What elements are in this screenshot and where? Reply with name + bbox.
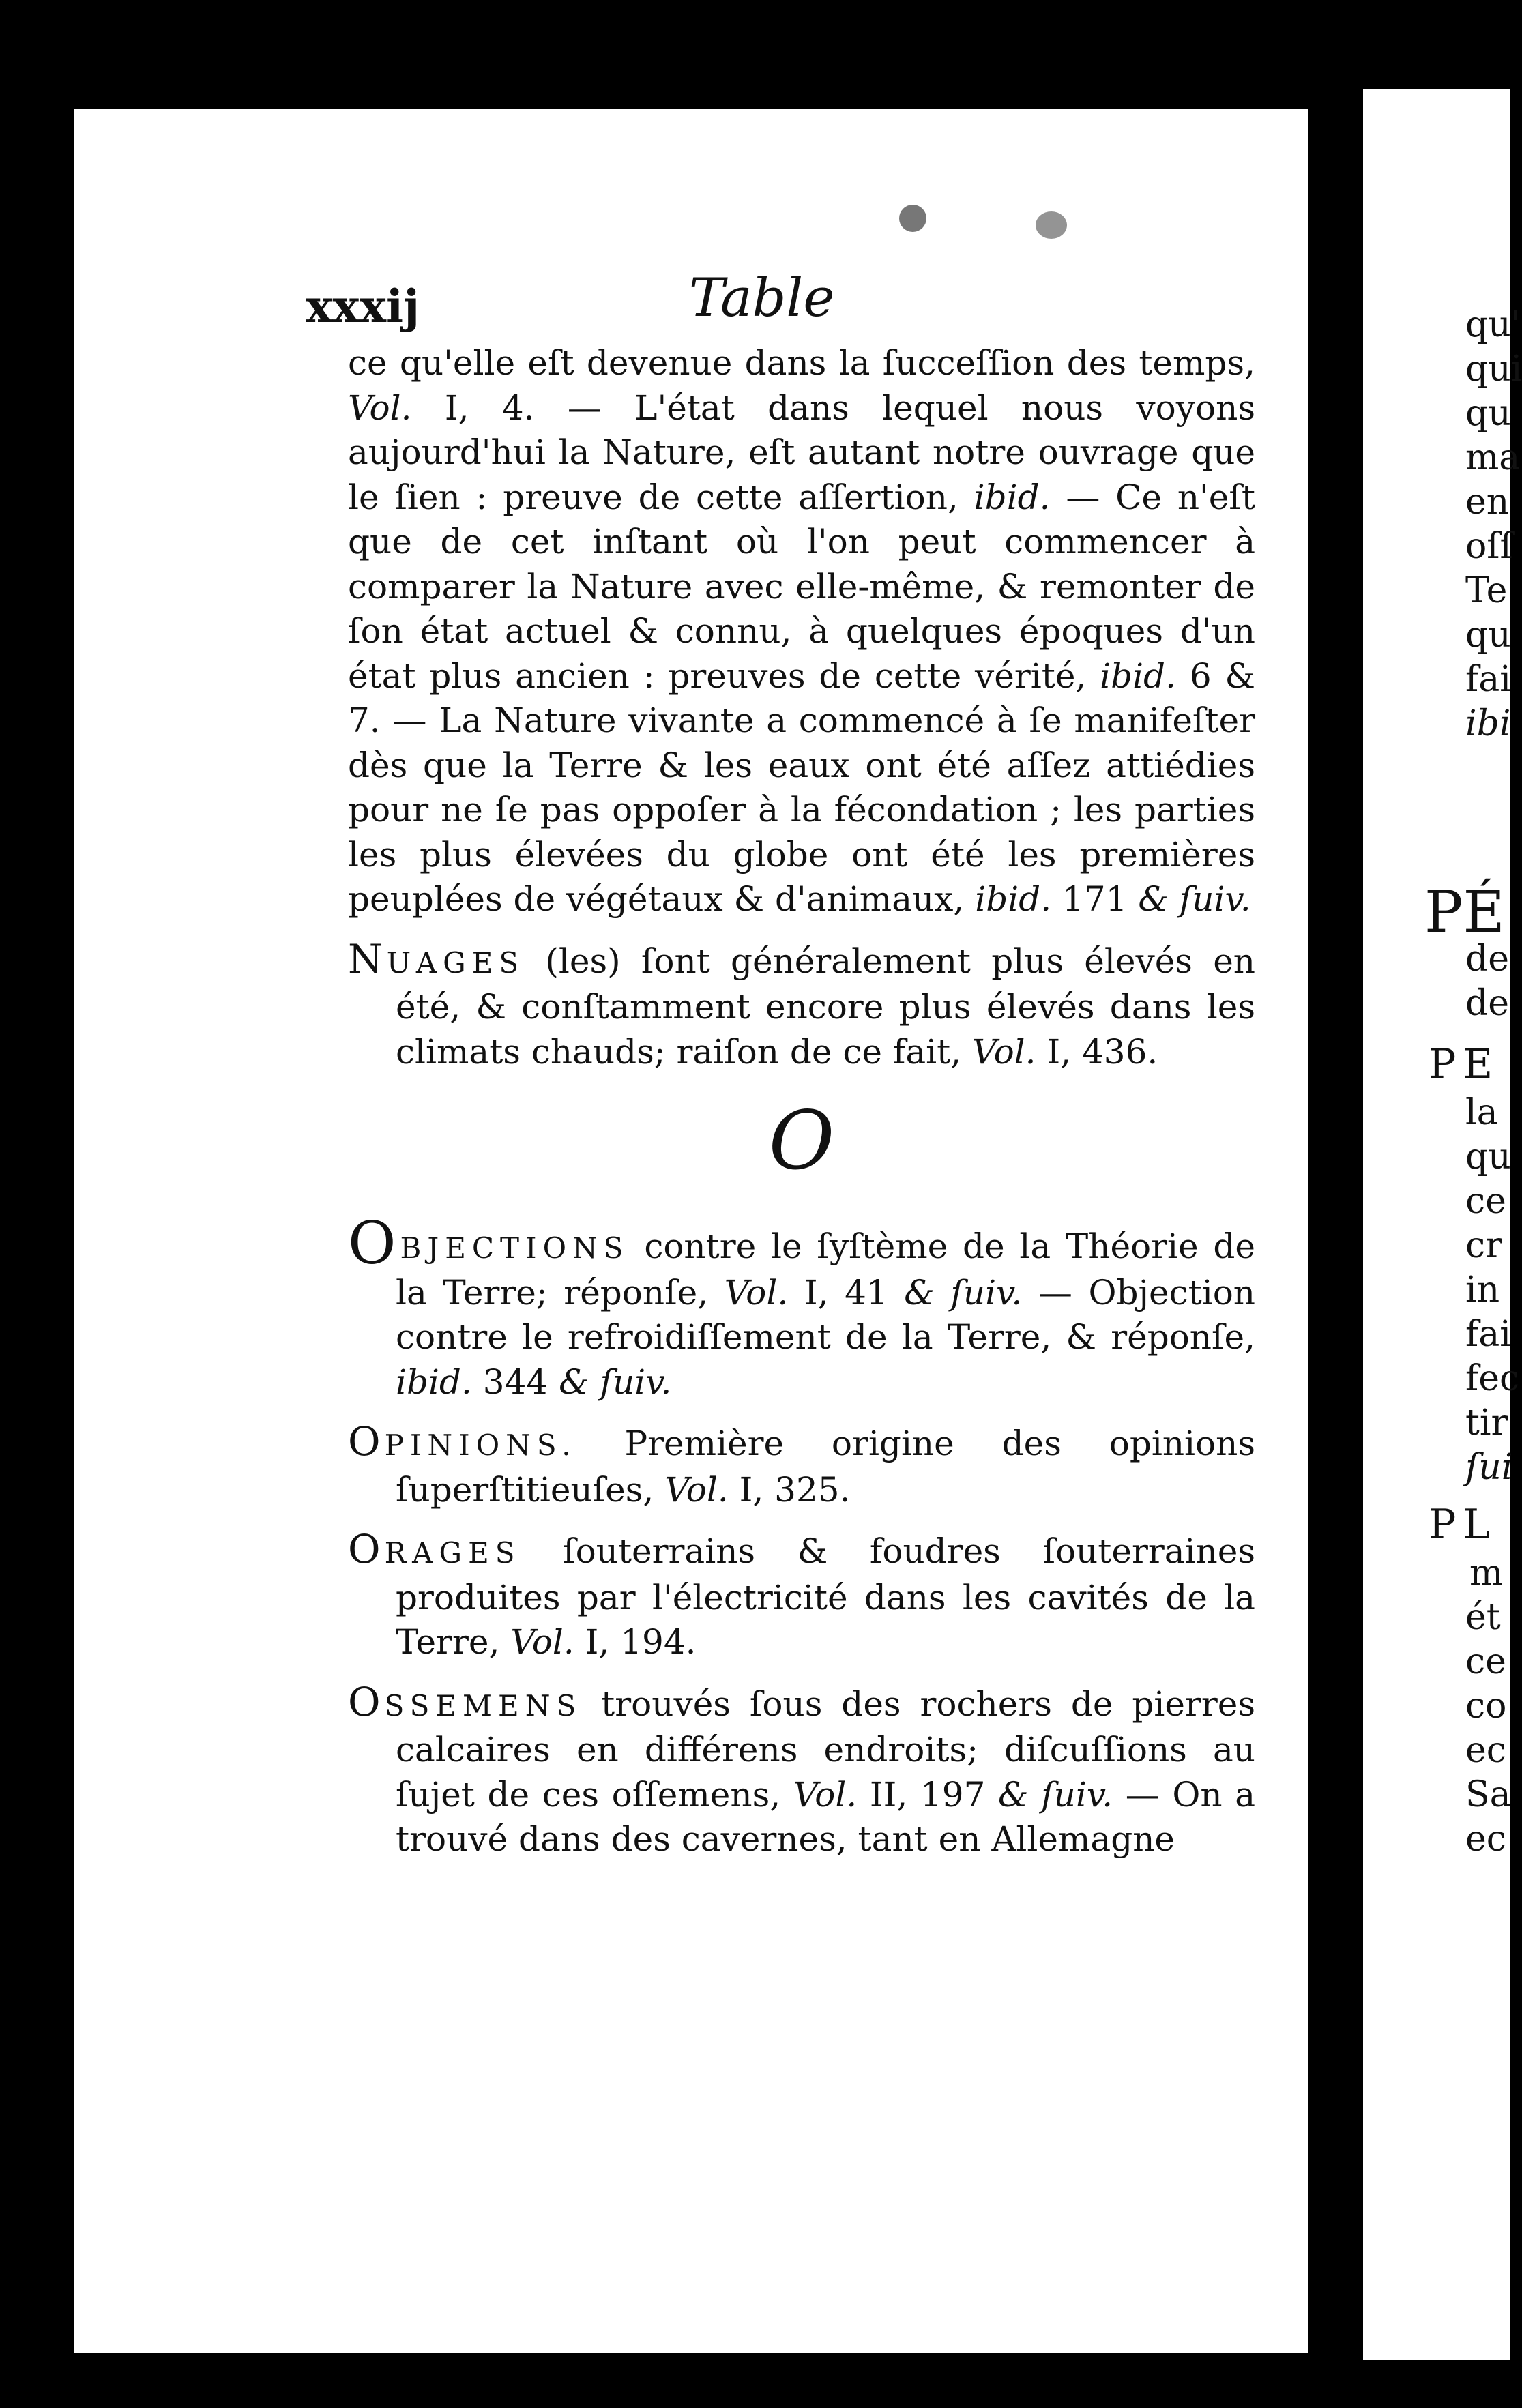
facing-page-fragment: ma (1465, 437, 1521, 478)
facing-page-fragment: la (1465, 1092, 1498, 1133)
entry-initial: N (348, 935, 387, 982)
entry-text: 344 (471, 1362, 559, 1402)
facing-page-fragment: ce (1465, 1181, 1506, 1222)
facing-page-fragment: PÉ (1424, 879, 1505, 945)
facing-page-fragment: ec (1465, 1730, 1506, 1771)
facing-page-fragment: qu' (1465, 304, 1521, 345)
facing-page-fragment: ce (1465, 1641, 1506, 1682)
facing-page-fragment: ibi (1465, 703, 1511, 744)
index-entry-ossemens (348, 1680, 1255, 1862)
entry-heading-rest: SSEMENS (384, 1688, 583, 1722)
facing-page-fragment: de (1465, 939, 1510, 980)
italic-reference: Vol. (793, 1774, 858, 1815)
facing-page-fragment: m (1469, 1553, 1504, 1594)
italic-reference: & ſuiv. (559, 1362, 672, 1402)
facing-page-fragment: fec (1465, 1358, 1520, 1399)
entry-initial: O (348, 1678, 385, 1725)
facing-page-fragment: tir (1465, 1403, 1508, 1443)
entry-initial: O (348, 1418, 385, 1465)
index-entry-objections (348, 1209, 1255, 1405)
facing-page-fragment: Sa (1465, 1774, 1511, 1815)
facing-page-fragment: qu (1465, 393, 1511, 434)
italic-reference: Vol. (510, 1622, 574, 1662)
entry-text: I, 194. (574, 1622, 697, 1662)
entry-text: Première origine des opinions ſuperſtitieuſes, (396, 1424, 1255, 1510)
page-folio: xxxij (306, 280, 420, 333)
italic-reference: & ſuiv. (998, 1774, 1113, 1815)
italic-reference: Vol. (664, 1469, 729, 1510)
ink-blot (899, 205, 926, 232)
entry-text: 171 (1051, 879, 1139, 919)
facing-page-fragment: qui (1465, 349, 1522, 390)
facing-page-fragment: co (1465, 1686, 1507, 1727)
facing-page-fragment: ét (1465, 1597, 1501, 1638)
entry-text: — On a trouvé dans des cavernes, tant en Allemagne (396, 1774, 1256, 1859)
italic-reference: Vol. (972, 1031, 1036, 1072)
entry-text: I, 325. (728, 1469, 851, 1510)
section-letter: O (768, 1093, 835, 1188)
entry-heading (348, 935, 525, 982)
entry-text: (les) ſont généralement plus élevés en été, & conſtamment encore plus élevés dans les climats chauds; raiſon de ce fait, (396, 941, 1255, 1072)
facing-page-fragment: fai (1465, 659, 1511, 700)
italic-reference: ibid. (975, 879, 1052, 919)
facing-page-fragment: PE (1429, 1040, 1500, 1088)
entry-heading-rest: UAGES (386, 945, 525, 980)
entry-text: I, 4. — L'état dans lequel nous voyons aujourd'hui la Nature, eſt autant notre ouvrage que le ſien : preuve de cette aſſertion, (348, 387, 1255, 517)
facing-page-fragment: qu (1465, 1136, 1511, 1177)
italic-reference: ibid. (1100, 656, 1177, 696)
index-entry-nuages (348, 937, 1255, 1075)
entry-text: I, 41 (788, 1272, 905, 1312)
facing-page-fragment: qu (1465, 615, 1511, 656)
index-entry-opinions (348, 1420, 1255, 1512)
facing-page-fragment: ec (1465, 1819, 1506, 1860)
entry-text: — Objection contre le refroidiſſement de la Terre, & réponſe, (396, 1272, 1255, 1357)
entry-text: trouvés ſous des rochers de pierres calcaires en différens endroits; diſcuſſions au ſujet de ces oſſemens, (396, 1684, 1255, 1815)
facing-page-fragment: in (1465, 1269, 1500, 1310)
facing-page-fragment: Te (1465, 570, 1508, 611)
index-text (348, 341, 1255, 1862)
index-entry-continuation (348, 341, 1255, 922)
italic-reference: ibid. (396, 1362, 472, 1402)
facing-page-fragment: de (1465, 983, 1510, 1024)
italic-reference: ibid. (974, 477, 1051, 517)
italic-reference: & ſuiv. (1138, 879, 1251, 919)
italic-reference: Vol. (348, 387, 412, 428)
entry-heading (348, 1418, 577, 1465)
entry-text: 6 & 7. — La Nature vivante a commencé à ſe manifeſter dès que la Terre & les eaux ont été aſſez attiédies pour ne ſe pas oppoſer à la fécondation ; les parties les plus élevées du globe ont été les premières peuplées de végétaux & d'animaux, (348, 656, 1255, 919)
entry-heading (348, 1526, 521, 1572)
entry-text: ce qu'elle eſt devenue dans la ſucceſſion des temps, (348, 343, 1255, 383)
entry-heading-rest: RAGES (384, 1536, 521, 1570)
facing-page-edge (1363, 89, 1522, 2360)
ink-blot (1036, 211, 1067, 239)
entry-heading-rest: BJECTIONS (400, 1231, 630, 1265)
facing-page-fragment: ſui (1465, 1447, 1513, 1488)
entry-heading-rest: PINIONS. (384, 1428, 577, 1462)
book-gutter (1308, 41, 1363, 2408)
entry-text: contre le ſyſtème de la Théorie de la Terre; réponſe, (396, 1227, 1255, 1312)
index-entry-orages (348, 1527, 1255, 1665)
running-title: Table (689, 267, 835, 329)
entry-text: — Ce n'eſt que de cet inſtant où l'on peut commencer à comparer la Nature avec elle-même, & remonter de ſon état actuel & connu, à quelques époques d'un état plus ancien : preuves de cette vérité, (348, 477, 1255, 696)
entry-text: II, 197 (857, 1774, 999, 1815)
entry-text: ſouterrains & foudres ſouterraines produites par l'électricité dans les cavités de la Terre, (396, 1531, 1255, 1662)
entry-text: I, 436. (1036, 1031, 1158, 1072)
entry-initial: O (348, 1526, 385, 1572)
entry-initial: O (348, 1209, 400, 1278)
facing-page-fragment: oſſ (1465, 526, 1513, 567)
facing-page-fragment: fai (1465, 1314, 1511, 1355)
facing-page-fragment: PL (1429, 1501, 1497, 1548)
facing-page-fragment: cr (1465, 1225, 1502, 1266)
facing-page-fragment: en (1465, 482, 1510, 523)
entry-heading (348, 1209, 630, 1278)
entry-heading (348, 1678, 583, 1725)
italic-reference: Vol. (724, 1272, 789, 1312)
italic-reference: & ſuiv. (904, 1272, 1023, 1312)
